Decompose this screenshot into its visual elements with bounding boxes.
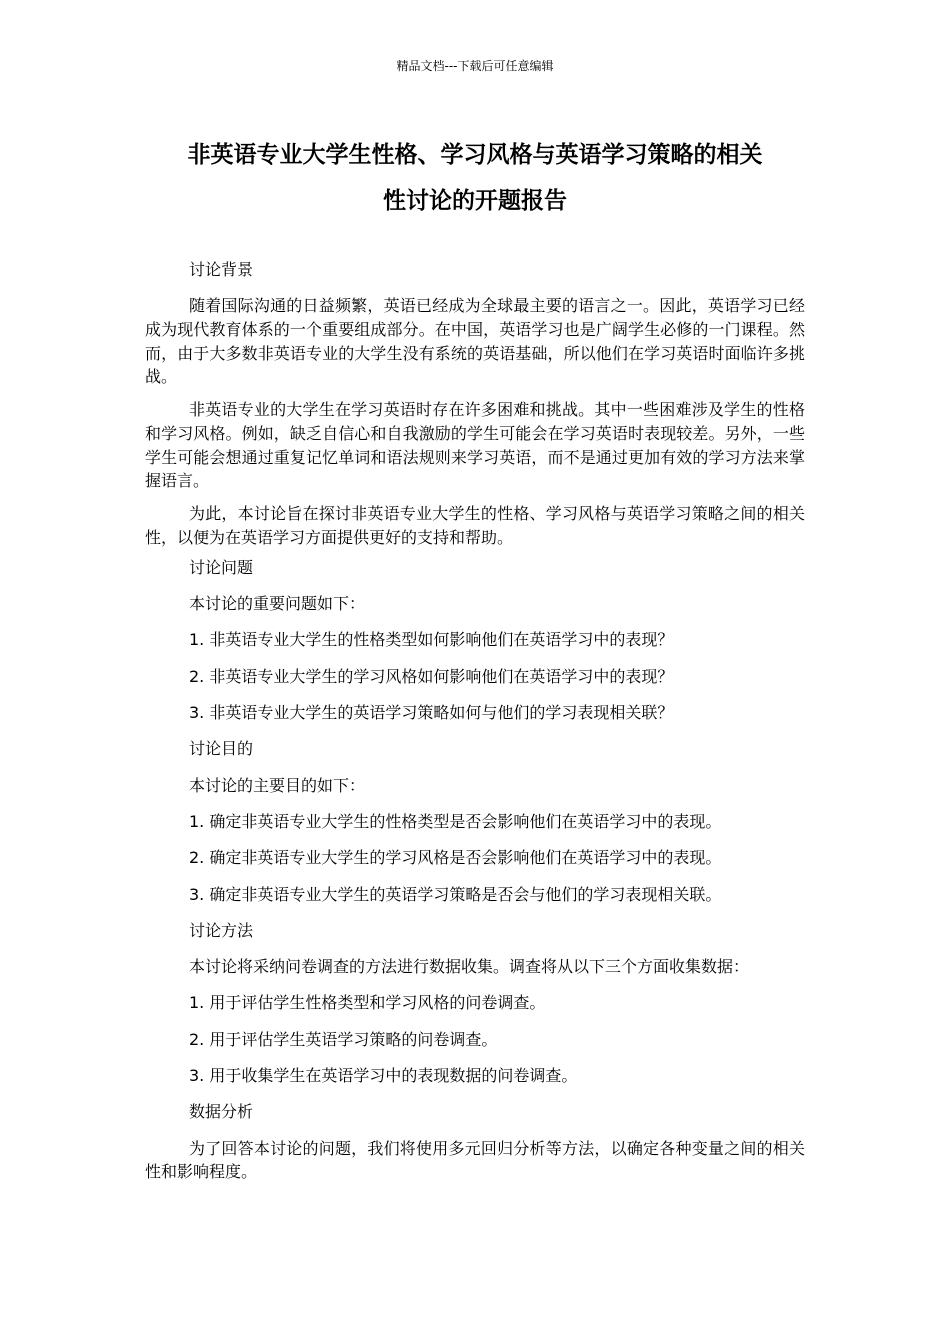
list-item: 2. 确定非英语专业大学生的学习风格是否会影响他们在英语学习中的表现。 (189, 848, 722, 868)
list-intro: 本讨论的主要目的如下： (189, 775, 366, 795)
list-intro: 本讨论的重要问题如下： (189, 594, 366, 614)
section-heading-methods: 讨论方法 (189, 920, 254, 940)
list-item: 1. 用于评估学生性格类型和学习风格的问卷调查。 (189, 993, 546, 1013)
section-heading-analysis: 数据分析 (189, 1102, 254, 1122)
list-item: 2. 非英语专业大学生的学习风格如何影响他们在英语学习中的表现？ (189, 666, 674, 686)
section-heading-objectives: 讨论目的 (189, 739, 254, 759)
list-item: 1. 确定非英语专业大学生的性格类型是否会影响他们在英语学习中的表现。 (189, 811, 722, 831)
section-heading-background: 讨论背景 (189, 260, 254, 279)
page-header: 精品文档---下载后可任意编辑 (396, 59, 554, 73)
list-item: 1. 非英语专业大学生的性格类型如何影响他们在英语学习中的表现？ (189, 630, 674, 650)
paragraph: 非英语专业的大学生在学习英语时存在许多困难和挑战。其中一些困难涉及学生的性格和学习风格。例如，缺乏自信心和自我激励的学生可能会在学习英语时表现较差。另外，一些学生可能会想通过重复记忆单词和语法规则来学习英语，而不是通过更加有效的学习方法来掌握语言。 (145, 400, 805, 491)
paragraph: 随着国际沟通的日益频繁，英语已经成为全球最主要的语言之一。因此，英语学习已经成为现代教育体系的一个重要组成部分。在中国，英语学习也是广阔学生必修的一门课程。然而，由于大多数非英语专业的大学生没有系统的英语基础，所以他们在学习英语时面临许多挑战。 (145, 296, 805, 387)
document-title (145, 132, 805, 224)
list-item: 3. 确定非英语专业大学生的英语学习策略是否会与他们的学习表现相关联。 (189, 884, 722, 904)
document-body (145, 258, 805, 1184)
list-intro: 本讨论将采纳问卷调查的方法进行数据收集。调查将从以下三个方面收集数据： (189, 957, 750, 977)
section-heading-questions: 讨论问题 (189, 557, 254, 577)
title-line-1: 非英语专业大学生性格、学习风格与英语学习策略的相关 (187, 142, 763, 168)
paragraph: 为此，本讨论旨在探讨非英语专业大学生的性格、学习风格与英语学习策略之间的相关性，以便为在英语学习方面提供更好的支持和帮助。 (145, 503, 805, 547)
list-item: 3. 非英语专业大学生的英语学习策略如何与他们的学习表现相关联？ (189, 703, 674, 723)
list-item: 3. 用于收集学生在英语学习中的表现数据的问卷调查。 (189, 1065, 578, 1085)
paragraph: 为了回答本讨论的问题，我们将使用多元回归分析等方法，以确定各种变量之间的相关性和影响程度。 (145, 1138, 805, 1182)
list-item: 2. 用于评估学生英语学习策略的问卷调查。 (189, 1029, 498, 1049)
title-line-2: 性讨论的开题报告 (383, 188, 567, 214)
